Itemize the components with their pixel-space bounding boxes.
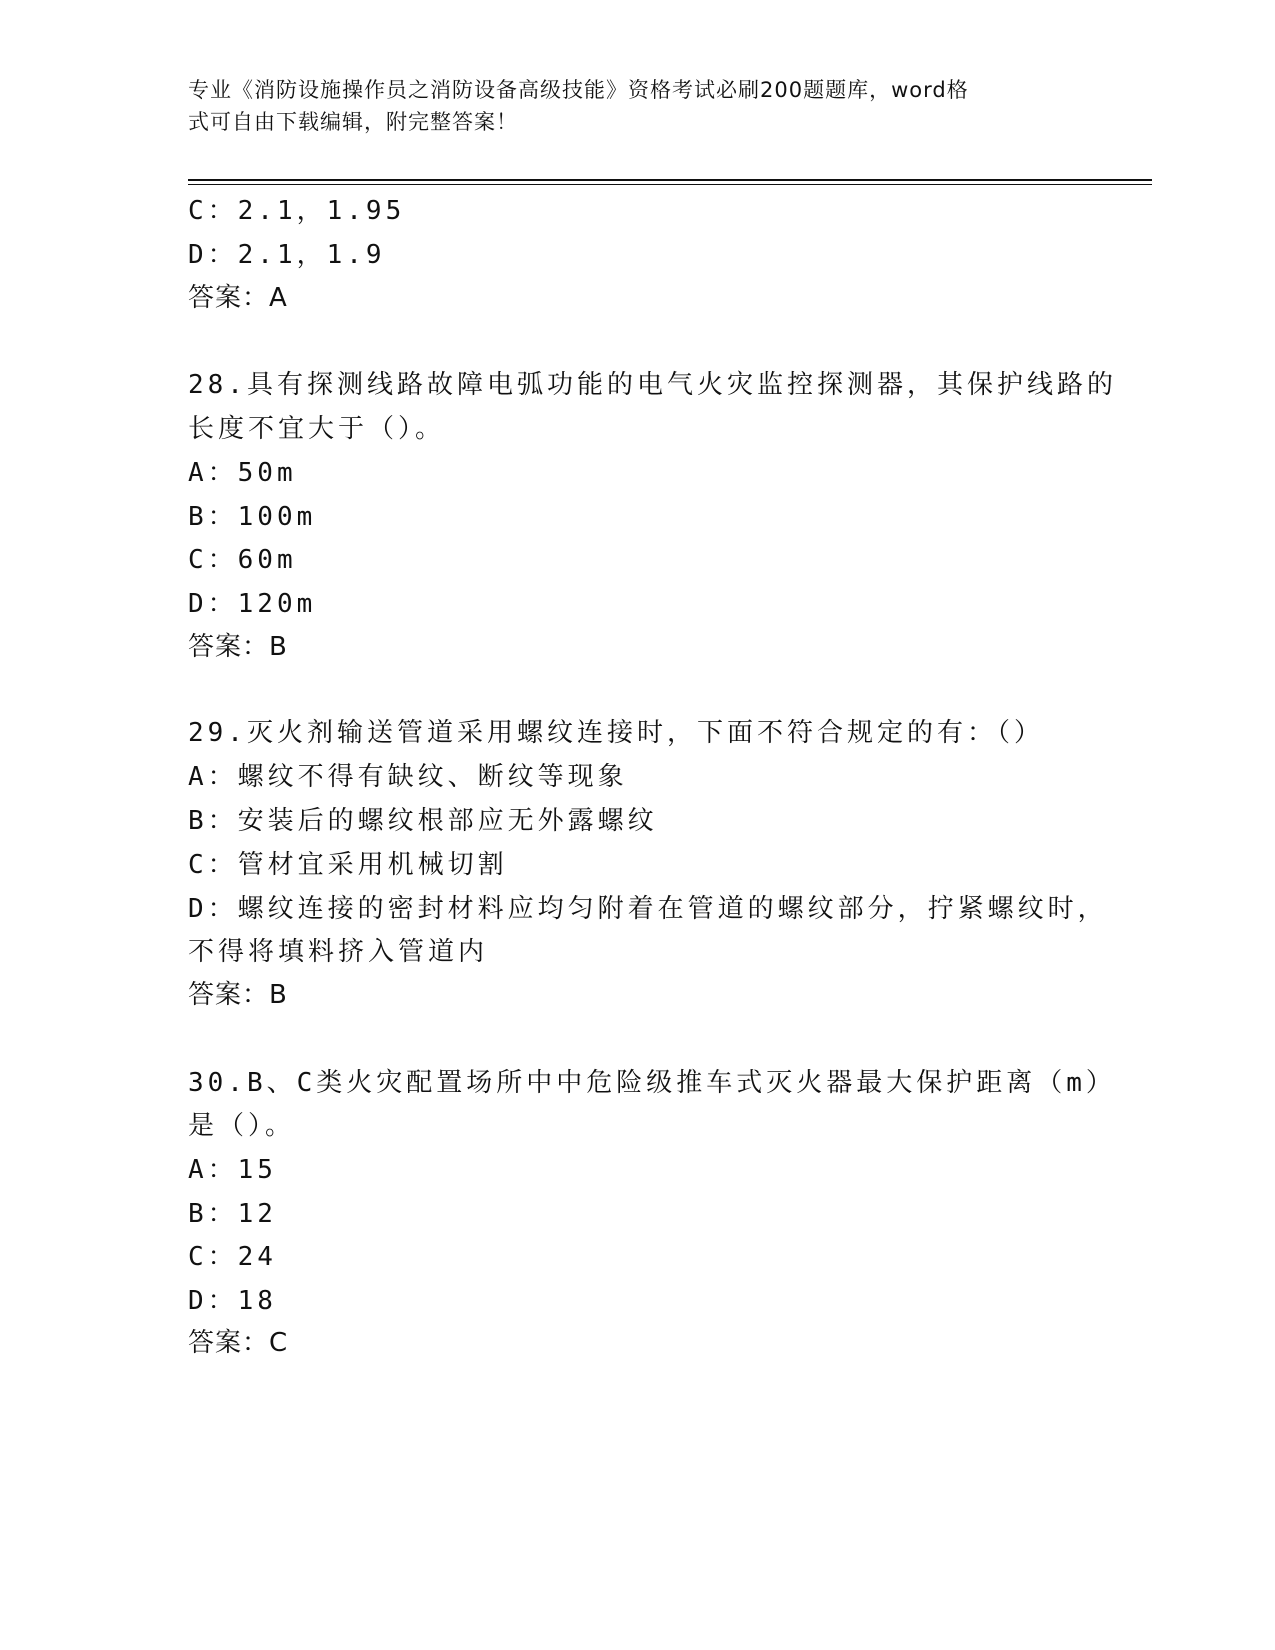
q30-option-c: C：24 [188, 1242, 277, 1272]
q29-option-b: B：安装后的螺纹根部应无外露螺纹 [188, 806, 658, 836]
q28-stem-line-1: 28.具有探测线路故障电弧功能的电气火灾监控探测器，其保护线路的 [188, 370, 1117, 400]
q30-answer: 答案：C [188, 1328, 289, 1358]
q29-option-d-line-2: 不得将填料挤入管道内 [188, 937, 489, 967]
q28-option-d: D：120m [188, 589, 317, 619]
q30-option-b: B：12 [188, 1199, 277, 1229]
q30-option-a: A：15 [188, 1155, 277, 1185]
q29-option-c: C：管材宜采用机械切割 [188, 850, 508, 880]
document-header [188, 74, 1068, 138]
header-divider-thin [188, 184, 1152, 185]
q28-answer: 答案：B [188, 632, 288, 662]
q29-answer: 答案：B [188, 980, 288, 1010]
q27-option-c: C：2.1，1.95 [188, 196, 406, 226]
q30-stem-line-2: 是（）。 [188, 1111, 296, 1141]
q27-answer: 答案：A [188, 283, 288, 313]
q29-option-d-line-1: D：螺纹连接的密封材料应均匀附着在管道的螺纹部分，拧紧螺纹时， [188, 894, 1108, 924]
q29-option-a: A：螺纹不得有缺纹、断纹等现象 [188, 762, 628, 792]
q28-option-a: A：50m [188, 458, 297, 488]
q28-option-c: C：60m [188, 545, 297, 575]
q30-stem-line-1: 30.B、C类火灾配置场所中中危险级推车式灭火器最大保护距离（m） [188, 1068, 1116, 1098]
header-line-1: 专业《消防设施操作员之消防设备高级技能》资格考试必刷200题题库，word格 [188, 78, 969, 102]
q27-option-d: D：2.1，1.9 [188, 240, 386, 270]
header-divider [188, 179, 1152, 181]
q29-stem-line-1: 29.灭火剂输送管道采用螺纹连接时，下面不符合规定的有：（） [188, 718, 1044, 748]
q30-option-d: D：18 [188, 1286, 277, 1316]
q28-option-b: B：100m [188, 502, 317, 532]
q28-stem-line-2: 长度不宜大于（）。 [188, 414, 446, 444]
header-line-2: 式可自由下载编辑，附完整答案！ [188, 110, 518, 134]
